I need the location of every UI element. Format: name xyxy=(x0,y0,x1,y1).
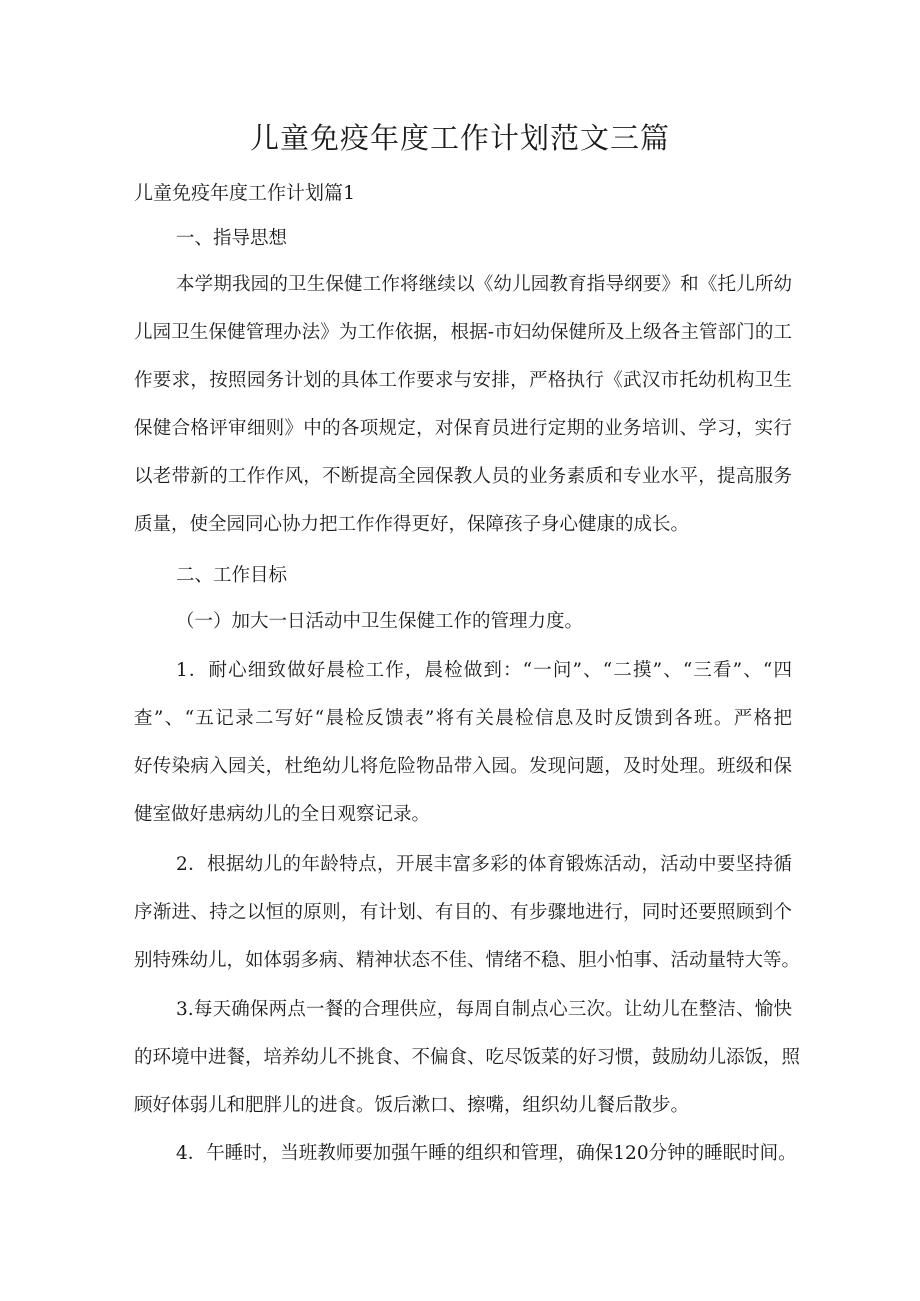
paragraph-line: 保健合格评审细则》中的各项规定，对保育员进行定期的业务培训、学习，实行 xyxy=(134,418,792,439)
paragraph-line: 以老带新的工作作风，不断提高全园保教人员的业务素质和专业水平，提高服务 xyxy=(134,466,792,487)
heading-guiding-ideology: 一、指导思想 xyxy=(176,228,288,249)
list-item-line: 健室做好患病幼儿的全日观察记录。 xyxy=(134,804,431,825)
list-item-line: 1．耐心细致做好晨检工作，晨检做到：“一问”、“二摸”、“三看”、“四 xyxy=(176,660,792,681)
list-item-line: 别特殊幼儿，如体弱多病、精神状态不佳、情绪不稳、胆小怕事、活动量特大等。 xyxy=(134,950,801,971)
paragraph-line: 质量，使全园同心协力把工作作得更好，保障孩子身心健康的成长。 xyxy=(134,514,690,535)
paragraph-line: 本学期我园的卫生保健工作将继续以《幼儿园教育指导纲要》和《托儿所幼 xyxy=(176,274,792,295)
list-item-line: 序渐进、持之以恒的原则，有计划、有目的、有步骤地进行，同时还要照顾到个 xyxy=(134,902,792,923)
section-title: 儿童免疫年度工作计划篇1 xyxy=(134,182,356,204)
paragraph-line: 儿园卫生保健管理办法》为工作依据，根据-市妇幼保健所及上级各主管部门的工 xyxy=(134,322,792,343)
list-item-line: 2．根据幼儿的年龄特点，开展丰富多彩的体育锻炼活动，活动中要坚持循 xyxy=(176,854,792,875)
list-item-line: 3.每天确保两点一餐的合理供应，每周自制点心三次。让幼儿在整洁、愉快 xyxy=(176,999,792,1020)
sub-heading: （一）加大一日活动中卫生保健工作的管理力度。 xyxy=(176,611,584,632)
paragraph-line: 作要求，按照园务计划的具体工作要求与安排，严格执行《武汉市托幼机构卫生 xyxy=(134,370,792,391)
list-item-line: 的环境中进餐，培养幼儿不挑食、不偏食、吃尽饭菜的好习惯，鼓励幼儿添饭，照 xyxy=(134,1047,801,1068)
heading-work-goals: 二、工作目标 xyxy=(176,565,288,586)
list-item-line: 4．午睡时，当班教师要加强午睡的组织和管理，确保120分钟的睡眠时间。 xyxy=(176,1143,797,1164)
list-item-line: 查”、“五记录二写好“晨检反馈表”将有关晨检信息及时反馈到各班。严格把 xyxy=(134,708,792,729)
list-item-line: 好传染病入园关，杜绝幼儿将危险物品带入园。发现问题，及时处理。班级和保 xyxy=(134,756,792,777)
list-item-line: 顾好体弱儿和肥胖儿的进食。饭后漱口、擦嘴，组织幼儿餐后散步。 xyxy=(134,1095,690,1116)
document-title: 儿童免疫年度工作计划范文三篇 xyxy=(249,121,670,155)
